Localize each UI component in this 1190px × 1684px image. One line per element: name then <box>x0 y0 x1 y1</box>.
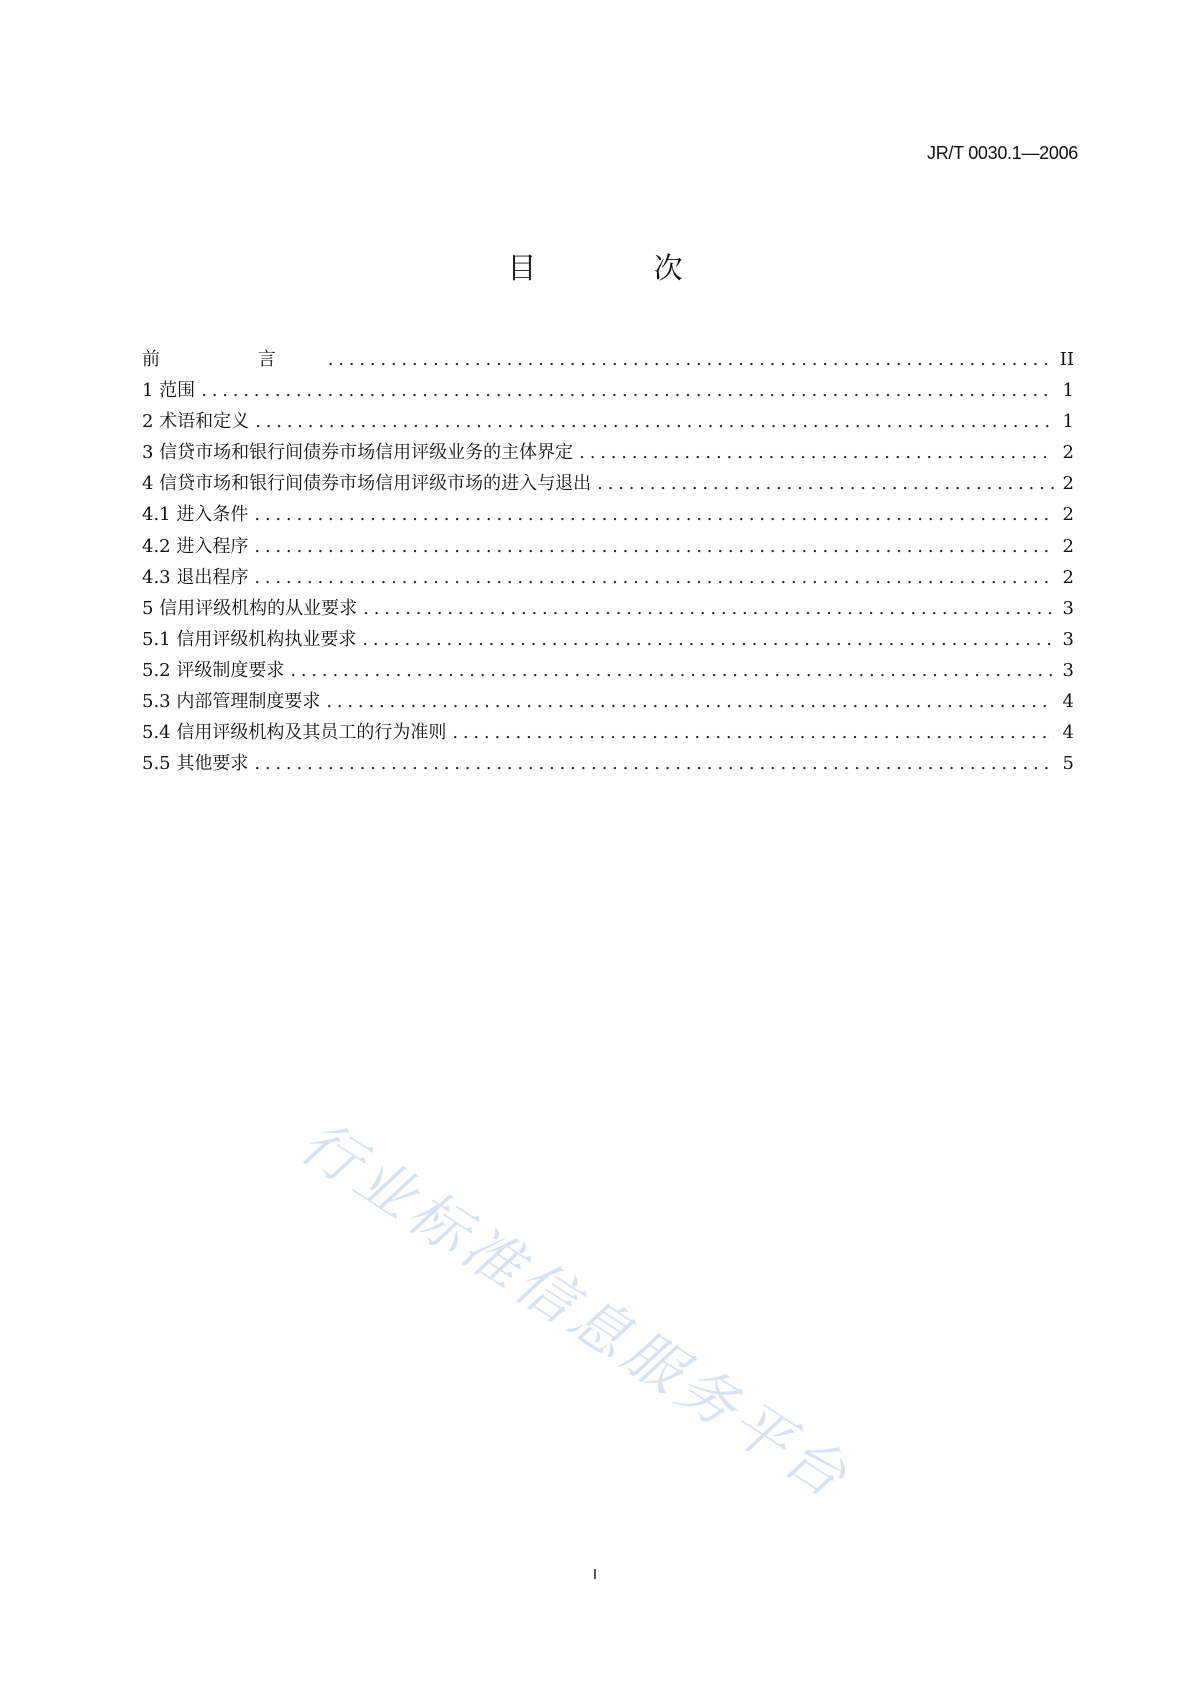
toc-entry-page: 1 <box>1062 411 1074 433</box>
toc-list <box>142 345 1074 780</box>
toc-entry-page: 4 <box>1062 691 1074 713</box>
toc-entry-4-3[interactable] <box>142 563 1074 594</box>
toc-leader-dots <box>254 753 1054 774</box>
toc-entry-5[interactable] <box>142 594 1074 625</box>
toc-leader-dots <box>579 442 1054 463</box>
toc-entry-5-4[interactable] <box>142 718 1074 749</box>
toc-leader-dots <box>328 349 1052 370</box>
toc-entry-5-3[interactable] <box>142 687 1074 718</box>
toc-entry-label: 4.3 退出程序 <box>142 566 249 588</box>
toc-entry-label: 5.2 评级制度要求 <box>142 659 285 681</box>
page-number: I <box>592 1566 598 1583</box>
toc-entry-4-2[interactable] <box>142 532 1074 563</box>
watermark: 行业标准信息服务平台 <box>288 1107 863 1514</box>
toc-entry-page: 2 <box>1062 442 1074 464</box>
toc-entry-label: 2 术语和定义 <box>142 411 250 433</box>
toc-entry-page: 3 <box>1062 659 1074 681</box>
toc-leader-dots <box>452 722 1054 743</box>
toc-entry-label: 3 信贷市场和银行间债券市场信用评级业务的主体界定 <box>142 442 574 464</box>
toc-leader-dots <box>362 629 1054 650</box>
toc-entry-page: 2 <box>1062 535 1074 557</box>
toc-entry-4-1[interactable] <box>142 500 1074 531</box>
toc-entry-5-1[interactable] <box>142 625 1074 656</box>
toc-leader-dots <box>254 504 1054 525</box>
toc-title: 目 次 <box>507 251 737 285</box>
toc-leader-dots <box>363 598 1054 619</box>
toc-leader-dots <box>326 691 1054 712</box>
toc-entry-label: 4 信贷市场和银行间债券市场信用评级市场的进入与退出 <box>142 473 592 495</box>
toc-entry-page: 2 <box>1062 504 1074 526</box>
toc-entry-foreword[interactable] <box>142 345 1074 376</box>
toc-leader-dots <box>254 567 1054 588</box>
toc-leader-dots <box>255 411 1054 432</box>
document-code: JR/T 0030.1—2006 <box>927 143 1078 163</box>
toc-entry-page: 4 <box>1062 722 1074 744</box>
toc-leader-dots <box>201 380 1054 401</box>
toc-entry-label: 5.1 信用评级机构执业要求 <box>142 628 357 650</box>
toc-entry-page: 2 <box>1062 566 1074 588</box>
toc-entry-3[interactable] <box>142 438 1074 469</box>
toc-entry-label: 5.4 信用评级机构及其员工的行为准则 <box>142 722 447 744</box>
toc-entry-page: 3 <box>1062 628 1074 650</box>
toc-entry-2[interactable] <box>142 407 1074 438</box>
toc-entry-label: 1 范围 <box>142 380 196 402</box>
toc-entry-page: II <box>1059 349 1074 370</box>
toc-entry-page: 1 <box>1062 380 1074 402</box>
toc-entry-page: 5 <box>1062 753 1074 775</box>
toc-entry-label: 5.5 其他要求 <box>142 753 249 775</box>
toc-entry-4[interactable] <box>142 469 1074 500</box>
toc-entry-label: 4.2 进入程序 <box>142 535 249 557</box>
toc-entry-label: 5 信用评级机构的从业要求 <box>142 597 358 619</box>
toc-entry-1[interactable] <box>142 376 1074 407</box>
toc-entry-5-2[interactable] <box>142 656 1074 687</box>
toc-leader-dots <box>290 660 1054 681</box>
toc-leader-dots <box>254 536 1054 557</box>
toc-entry-page: 3 <box>1062 597 1074 619</box>
toc-entry-page: 2 <box>1062 473 1074 495</box>
toc-entry-label: 5.3 内部管理制度要求 <box>142 691 321 713</box>
toc-entry-label: 4.1 进入条件 <box>142 504 249 526</box>
toc-leader-dots <box>597 473 1054 494</box>
toc-entry-label: 前 言 <box>142 349 322 370</box>
toc-entry-5-5[interactable] <box>142 749 1074 780</box>
